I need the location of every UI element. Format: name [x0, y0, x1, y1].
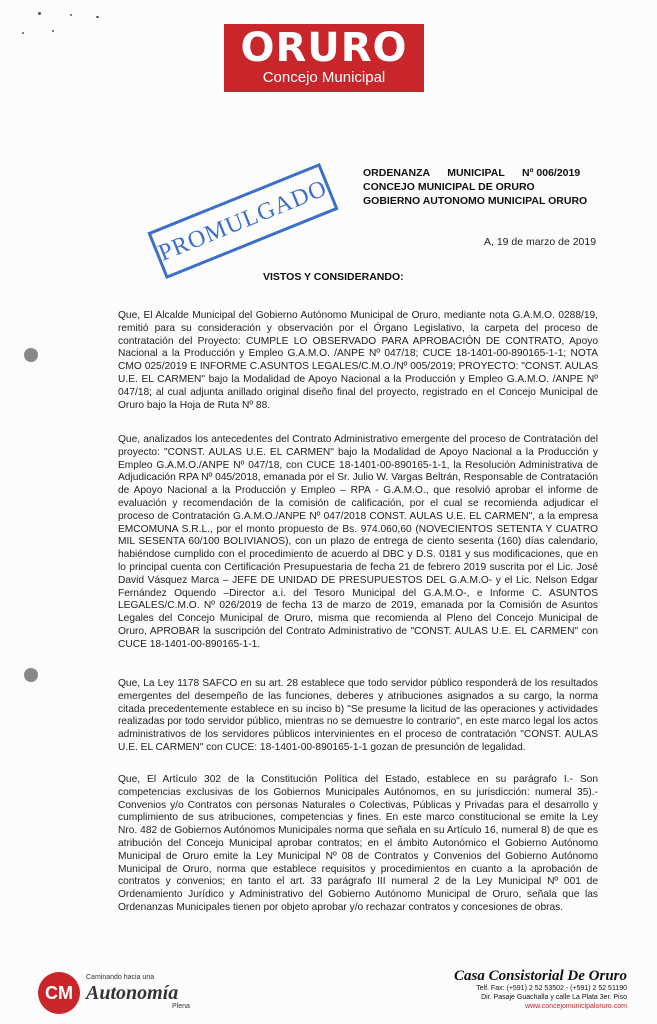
section-title: VISTOS Y CONSIDERANDO: — [263, 271, 404, 283]
document-date: A, 19 de marzo de 2019 — [484, 236, 597, 248]
footer-tagline-plena: Plena — [172, 1003, 190, 1010]
footer-tagline-autonomia: Autonomía — [86, 982, 179, 1004]
paragraph-2: Que, analizados los antecedentes del Contrato Administrativo emergente del proceso de Contratación del proyecto: "CONST. AULAS U.E. EL CARMEN" bajo la Modalidad de Apoyo Nacional a la Producción y Empleo G.A.M.O./ANPE Nº 047/18, con CUCE 18-1401-00-890165-1-1, la Resolución Administrativa de Adjudicación RPA Nº 045/2018, emanada por el Sr. Julio W. Vargas Beltrán, Responsable de Contratación de Apoyo Nacional a la Producción y Empleo – RPA - G.A.M.O., que resolvió aprobar el informe de evaluación y recomendación de la comisión de calificación, por el cual se recomienda adjudicar el proceso de Contratación G.A.M.O./ANPE Nº 047/2018 CONST. AULAS U.E. EL CARMEN", a la empresa EMCOMUNA S.R.L., por el monto propuesto de Bs. 974.060,60 (NOVECIENTOS SETENTA Y CUATRO MIL SESENTA 60/100 BOLIVIANOS), con un plazo de entrega de ciento sesenta (160) días calendario, habiéndose cumplido con el procedimiento de acuerdo al DBC y D.S. 0181 y sus modificaciones, que en lo principal cuenta con Certificación Presupuestaria de fecha 21 de febrero 2019 suscrita por el Lic. José David Vásquez Marca – JEFE DE UNIDAD DE PRESUPUESTOS DEL G.A.M.O- y el Lic. Nelson Edgar Fernández Oquendo –Director a.i. del Tesoro Municipal del G.A.M.O-, e Informe C. ASUNTOS LEGALES/C.M.O. Nº 026/2019 de fecha 13 de marzo de 2019, emanada por la Comisión de Asuntos Legales del Concejo Municipal de Oruro, misma que recomienda al Pleno del Concejo Municipal de Oruro, APROBAR la suscripción del Contrato Administrativo de "CONST. AULAS U.E. EL CARMEN" con CUCE 18-1401-00-890165-1-1. — [118, 434, 598, 650]
footer-phone: Telf. Fax: (+591) 2 52 53502 - (+591) 2 52 51190 — [476, 985, 627, 992]
cm-logo: CM — [38, 972, 80, 1014]
footer-casa-consistorial: Casa Consistorial De Oruro — [454, 968, 627, 984]
footer-website[interactable]: www.concejomunicipaloruro.com — [525, 1003, 627, 1010]
scan-speck — [70, 14, 72, 16]
header-government: GOBIERNO AUTONOMO MUNICIPAL ORURO — [363, 195, 588, 207]
ordinance-header — [363, 166, 587, 208]
oruro-logo — [224, 24, 424, 92]
logo-title: ORURO — [240, 25, 408, 71]
logo-subtitle: Concejo Municipal — [262, 69, 386, 86]
scan-speck — [52, 30, 54, 32]
paragraph-4: Que, El Artículo 302 de la Constitución Política del Estado, establece en su parágrafo I.- Son competencias exclusivas de los Gobiernos Municipales Autónomos, en su jurisdicción: numeral 35).- Convenios y/o Contratos con personas Naturales o Colectivas, Públicas y Privadas para el desarrollo y cumplimiento de sus atribuciones, competencias y fines. En este marco constitucional se emite la Ley Nro. 482 de Gobiernos Autónomos Municipales norma que señala en su Artículo 16, numeral 8) de que es atribución del Concejo Municipal aprobar contratos; en el ámbito Autonómico el Gobierno Autónomo Municipal de Oruro emite la Ley Municipal Nº 08 de Contratos y Convenios del Gobierno Autónomo Municipal de Oruro, norma que establece requisitos y procedimientos en cuanto a la aprobación de contratos y convenios; en tanto el art. 33 parágrafo III numeral 2 de la Ley Municipal Nº 001 de Ordenamiento Jurídico y Administrativo del Gobierno Autónomo Municipal de Oruro, señala que las Ordenanzas Municipales tienen por objeto aprobar y/o rechazar contratos y concesiones de obras. — [118, 774, 598, 913]
footer-tagline-small: Caminando hacia una — [86, 974, 155, 981]
paragraph-3: Que, La Ley 1178 SAFCO en su art. 28 establece que todo servidor público responderá de los resultados emergentes del desempeño de las funciones, deberes y atribuciones asignados a su cargo, la norma citada precedentemente establece en su inciso b) "Se presume la licitud de las operaciones y actividades realizadas por todo servidor público, mientras no se demuestre lo contrario", en este marco legal los actos administrativos de los servidores públicos intervinientes en el proceso de contratación "CONST. AULAS U.E. EL CARMEN" con CUCE: 18-1401-00-890165-1-1 gozan de presunción de legalidad. — [118, 678, 598, 753]
punch-hole — [24, 348, 38, 362]
scan-speck — [38, 12, 41, 15]
scan-speck — [96, 16, 99, 18]
header-ordinance-number: ORDENANZA MUNICIPAL Nº 006/2019 — [363, 167, 581, 179]
footer-address: Dir. Pasaje Guachalla y calle La Plata 3er. Piso — [481, 994, 627, 1001]
paragraph-1: Que, El Alcalde Municipal del Gobierno Autónomo Municipal de Oruro, mediante nota G.A.M.O. 0288/19, remitió para su consideración y observación por el Órgano Legislativo, la carpeta del proceso de contratación del Proyecto: CUMPLE LO OBSERVADO PARA APROBACIÓN DE CONTRATO, Apoyo Nacional a la Producción y Empleo G.A.M.O. /ANPE Nº 047/18; CUCE 18-1401-00-890165-1-1; NOTA CMO 025/2019 E INFORME C.ASUNTOS LEGALES/C.M.O./Nº 005/2019; PROYECTO: "CONST. AULAS U.E. EL CARMEN" bajo la Modalidad de Apoyo Nacional a la Producción y Empleo G.A.M.O. /ANPE Nº 047/18; al cual adjunta anillado original diseño final del proyecto, registrado en el Concejo Municipal de Oruro bajo la Hoja de Ruta Nº 88. — [118, 310, 598, 411]
punch-hole — [24, 668, 38, 682]
scan-speck — [22, 32, 24, 34]
header-council: CONCEJO MUNICIPAL DE ORURO — [363, 181, 535, 193]
promulgado-stamp: PROMULGADO — [147, 163, 338, 279]
footer-contact — [454, 968, 627, 1011]
